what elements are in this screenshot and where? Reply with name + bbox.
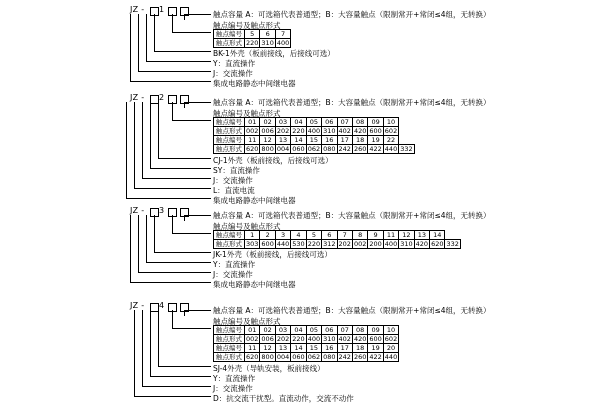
- cell: 002: [353, 240, 367, 248]
- cell: 800: [261, 145, 274, 153]
- cell: 5: [245, 30, 260, 39]
- cell: 402: [338, 335, 351, 343]
- leader-v-2f: [134, 102, 135, 189]
- leader-h-2e: [142, 178, 211, 179]
- desc-line-1-2: J：交流操作: [213, 69, 253, 78]
- leader-h-1d: [146, 61, 211, 62]
- cell: 15: [306, 136, 321, 145]
- cell: 420: [415, 240, 429, 248]
- cell: 7: [337, 231, 352, 240]
- cell: 220: [246, 39, 259, 47]
- contact-table-3: [213, 230, 461, 249]
- cell: 09: [368, 326, 383, 335]
- contact-table-1: [213, 29, 291, 48]
- leader-h-2d: [150, 168, 211, 169]
- cell: 422: [369, 353, 382, 361]
- cell: 002: [246, 335, 259, 343]
- cell: 09: [368, 118, 383, 127]
- leader-h-4f: [134, 396, 211, 397]
- cell: 080: [323, 353, 336, 361]
- table-row: [214, 240, 461, 249]
- cell: 10: [383, 118, 398, 127]
- leader-v-2c: [158, 102, 159, 159]
- desc-line-3-3: 集成电路静态中间继电器: [213, 280, 296, 289]
- cell: 080: [323, 145, 336, 153]
- leader-v-3f: [130, 215, 131, 283]
- desc-line-4-3: D：抗交流干扰型。直流动作，交流不动作: [213, 394, 354, 403]
- table-row: [214, 127, 415, 136]
- leader-h-3b: [172, 233, 211, 234]
- leader-h-1b: [172, 32, 211, 33]
- desc-line-2-0: CJ-1外壳（板前接线，后接线可选）: [213, 156, 333, 165]
- leader-v-3c: [154, 215, 155, 253]
- cell: 006: [261, 335, 274, 343]
- cell: 18: [352, 136, 367, 145]
- leader-h-1e: [138, 71, 211, 72]
- table-row: [214, 231, 461, 240]
- leader-h-3e: [138, 272, 211, 273]
- table-row: [214, 145, 415, 154]
- table-row: [214, 136, 415, 145]
- model-block-2: [0, 92, 600, 205]
- row-label: 触点形式: [214, 127, 245, 136]
- leader-v-2d: [150, 102, 151, 169]
- model-block-3: [0, 205, 600, 291]
- leader-h-2b: [172, 120, 211, 121]
- cell: 19: [368, 136, 383, 145]
- code-prefix-2: JZ -: [130, 93, 145, 102]
- leader-v-2b: [172, 102, 173, 121]
- row-label: 触点形式: [214, 39, 245, 48]
- note-contact-form-4: 触点编号及触点形式: [213, 317, 281, 326]
- leader-v-4c: [158, 310, 159, 367]
- cell: 03: [275, 326, 290, 335]
- cell: 04: [291, 326, 306, 335]
- cell: 600: [369, 335, 382, 343]
- cell: 620: [431, 240, 444, 248]
- note-contact-form-1: 触点编号及触点形式: [213, 21, 281, 30]
- cell: 08: [352, 326, 367, 335]
- cell: 07: [337, 118, 352, 127]
- cell: 9: [368, 231, 383, 240]
- contact-table-2: [213, 117, 415, 154]
- cell: 220: [307, 240, 321, 248]
- cell: 440: [384, 353, 398, 361]
- cell: 01: [245, 326, 260, 335]
- cell: 02: [260, 118, 275, 127]
- note-capacity-2: 触点容量 A：可选箱代表普通型；B：大容量触点（限制常开+常闭≤4组，无转换）: [213, 98, 491, 107]
- cell: 332: [400, 145, 413, 153]
- cell: 062: [307, 353, 321, 361]
- cell: 220: [292, 127, 305, 135]
- cell: 242: [338, 353, 351, 361]
- cell: 08: [352, 118, 367, 127]
- cell: 620: [246, 145, 259, 153]
- leader-v-4f: [134, 310, 135, 397]
- cell: 5: [306, 231, 321, 240]
- cell: 062: [307, 145, 321, 153]
- cell: 202: [338, 240, 351, 248]
- code-digit-4: 4: [159, 301, 165, 310]
- cell: 20: [383, 344, 398, 353]
- cell: 060: [292, 145, 305, 153]
- cell: 2: [260, 231, 275, 240]
- cell: 15: [306, 344, 321, 353]
- code-prefix-1: JZ -: [130, 5, 145, 14]
- leader-h-4c: [158, 366, 211, 367]
- note-capacity-1: 触点容量 A：可选箱代表普通型；B：大容量触点（限制常开+常闭≤4组，无转换）: [213, 10, 491, 19]
- row-label: 触点形式: [214, 335, 245, 344]
- leader-h-2c: [158, 158, 211, 159]
- note-contact-form-3: 触点编号及触点形式: [213, 222, 281, 231]
- cell: 05: [306, 118, 321, 127]
- leader-h-3d: [146, 262, 211, 263]
- row-label: 触点编号: [214, 30, 245, 39]
- leader-h-1c: [154, 51, 211, 52]
- leader-v-2e: [142, 102, 143, 179]
- cell: 16: [322, 136, 337, 145]
- leader-h-3c: [154, 252, 211, 253]
- cell: 7: [275, 30, 290, 39]
- desc-line-3-0: JK-1外壳（板前接线，后接线可选）: [213, 250, 332, 259]
- cell: 16: [322, 344, 337, 353]
- cell: 01: [245, 118, 260, 127]
- cell: 202: [276, 335, 290, 343]
- code-prefix-3: JZ -: [130, 206, 145, 215]
- cell: 4: [291, 231, 306, 240]
- row-label: 触点编号: [214, 326, 245, 335]
- desc-line-2-4: 集成电路静态中间继电器: [213, 196, 296, 205]
- leader-v-1c: [154, 14, 155, 52]
- code-digit-3: 3: [159, 206, 165, 215]
- table-row: [214, 353, 399, 362]
- leader-h-1a: [184, 14, 211, 15]
- cell: 14: [291, 136, 306, 145]
- desc-line-1-1: Y：直流操作: [213, 59, 256, 68]
- leader-h-4a: [184, 310, 211, 311]
- cell: 620: [246, 353, 259, 361]
- cell: 260: [353, 145, 367, 153]
- cell: 440: [384, 145, 398, 153]
- leader-v-4b: [172, 310, 173, 329]
- cell: 04: [291, 118, 306, 127]
- cell: 310: [323, 335, 336, 343]
- cell: 400: [307, 127, 321, 135]
- desc-line-2-3: L：直流电流: [213, 186, 255, 195]
- cell: 004: [276, 145, 290, 153]
- table-row: [214, 39, 291, 48]
- cell: 05: [306, 326, 321, 335]
- cell: 422: [369, 145, 382, 153]
- cell: 202: [276, 127, 290, 135]
- cell: 310: [400, 240, 413, 248]
- cell: 17: [337, 344, 352, 353]
- cell: 18: [352, 344, 367, 353]
- leader-h-4d: [150, 376, 211, 377]
- leader-h-2f: [134, 188, 211, 189]
- cell: 402: [338, 127, 351, 135]
- cell: 8: [352, 231, 367, 240]
- cell: 602: [384, 335, 398, 343]
- cell: 12: [260, 136, 275, 145]
- cell: 200: [369, 240, 382, 248]
- cell: 11: [245, 136, 260, 145]
- table-row: [214, 326, 399, 335]
- leader-h-4b: [172, 328, 211, 329]
- leader-v-3b: [172, 215, 173, 234]
- row-label: 触点编号: [214, 344, 245, 353]
- cell: 11: [383, 231, 398, 240]
- desc-line-3-2: J：交流操作: [213, 270, 253, 279]
- cell: 11: [245, 344, 260, 353]
- table-row: [214, 30, 291, 39]
- contact-table-4: [213, 325, 399, 362]
- code-prefix-4: JZ -: [130, 301, 145, 310]
- cell: 420: [353, 127, 367, 135]
- row-label: 触点编号: [214, 136, 245, 145]
- cell: 06: [322, 118, 337, 127]
- cell: 004: [276, 353, 290, 361]
- desc-line-1-3: 集成电路静态中间继电器: [213, 79, 296, 88]
- table-row: [214, 118, 415, 127]
- leader-v-4e: [142, 310, 143, 387]
- cell: 310: [323, 127, 336, 135]
- cell: 242: [338, 145, 351, 153]
- row-label: 触点编号: [214, 118, 245, 127]
- leader-v-3d: [146, 215, 147, 263]
- cell: 12: [260, 344, 275, 353]
- cell: 800: [261, 353, 274, 361]
- cell: 6: [260, 30, 275, 39]
- leader-v-1e: [138, 14, 139, 72]
- desc-line-3-1: Y：直流操作: [213, 260, 256, 269]
- row-label: 触点形式: [214, 145, 245, 154]
- desc-line-4-2: J：交流操作: [213, 384, 253, 393]
- cell: 600: [369, 127, 382, 135]
- cell: 312: [323, 240, 336, 248]
- cell: 13: [414, 231, 429, 240]
- note-contact-form-2: 触点编号及触点形式: [213, 109, 281, 118]
- cell: 602: [384, 127, 398, 135]
- leader-h-3a: [184, 215, 211, 216]
- cell: 02: [260, 326, 275, 335]
- cell: 13: [275, 136, 290, 145]
- cell: 332: [446, 240, 459, 248]
- leader-h-1f: [130, 81, 211, 82]
- cell: 07: [337, 326, 352, 335]
- desc-line-2-1: SY：直流操作: [213, 166, 260, 175]
- cell: 12: [399, 231, 414, 240]
- cell: 260: [353, 353, 367, 361]
- desc-line-4-1: Y：直流操作: [213, 374, 256, 383]
- leader-v-3e: [138, 215, 139, 273]
- code-digit-1: 1: [159, 5, 165, 14]
- cell: 400: [276, 39, 290, 47]
- cell: 420: [353, 335, 367, 343]
- cell: 060: [292, 353, 305, 361]
- row-label: 触点形式: [214, 240, 245, 249]
- leader-v-1d: [146, 14, 147, 62]
- leader-v-1b: [172, 14, 173, 33]
- model-block-4: [0, 300, 600, 403]
- cell: 530: [292, 240, 305, 248]
- cell: 006: [261, 127, 274, 135]
- desc-line-1-0: BK-1外壳（板前接线，后接线可选）: [213, 49, 335, 58]
- desc-line-2-2: J：交流操作: [213, 176, 253, 185]
- cell: 310: [261, 39, 274, 47]
- cell: 13: [275, 344, 290, 353]
- leader-v-4d: [150, 310, 151, 377]
- row-label: 触点形式: [214, 353, 245, 362]
- leader-h-2g: [126, 198, 211, 199]
- cell: 303: [246, 240, 259, 248]
- model-block-1: [0, 4, 600, 90]
- desc-line-4-0: SJ-4外壳（导轨安装，板前接线）: [213, 364, 325, 373]
- cell: 14: [430, 231, 445, 240]
- cell: 400: [384, 240, 398, 248]
- leader-h-2a: [184, 102, 211, 103]
- table-row: [214, 335, 399, 344]
- table-row: [214, 344, 399, 353]
- cell: 17: [337, 136, 352, 145]
- cell: 3: [275, 231, 290, 240]
- cell: 220: [292, 335, 305, 343]
- cell: 10: [383, 326, 398, 335]
- row-label: 触点编号: [214, 231, 245, 240]
- cell: 6: [322, 231, 337, 240]
- cell: 400: [307, 335, 321, 343]
- cell: 1: [245, 231, 260, 240]
- cell: 22: [383, 136, 398, 145]
- cell: 06: [322, 326, 337, 335]
- cell: 03: [275, 118, 290, 127]
- code-digit-2: 2: [159, 93, 165, 102]
- leader-v-1f: [130, 14, 131, 82]
- cell: 14: [291, 344, 306, 353]
- note-capacity-3: 触点容量 A：可选箱代表普通型；B：大容量触点（限制常开+常闭≤4组，无转换）: [213, 211, 491, 220]
- cell: 600: [261, 240, 274, 248]
- note-capacity-4: 触点容量 A：可选箱代表普通型；B：大容量触点（限制常开+常闭≤4组，无转换）: [213, 306, 491, 315]
- leader-v-2g: [126, 102, 127, 199]
- cell: 440: [276, 240, 290, 248]
- cell: 002: [246, 127, 259, 135]
- leader-h-4e: [142, 386, 211, 387]
- leader-h-3f: [130, 282, 211, 283]
- cell: 19: [368, 344, 383, 353]
